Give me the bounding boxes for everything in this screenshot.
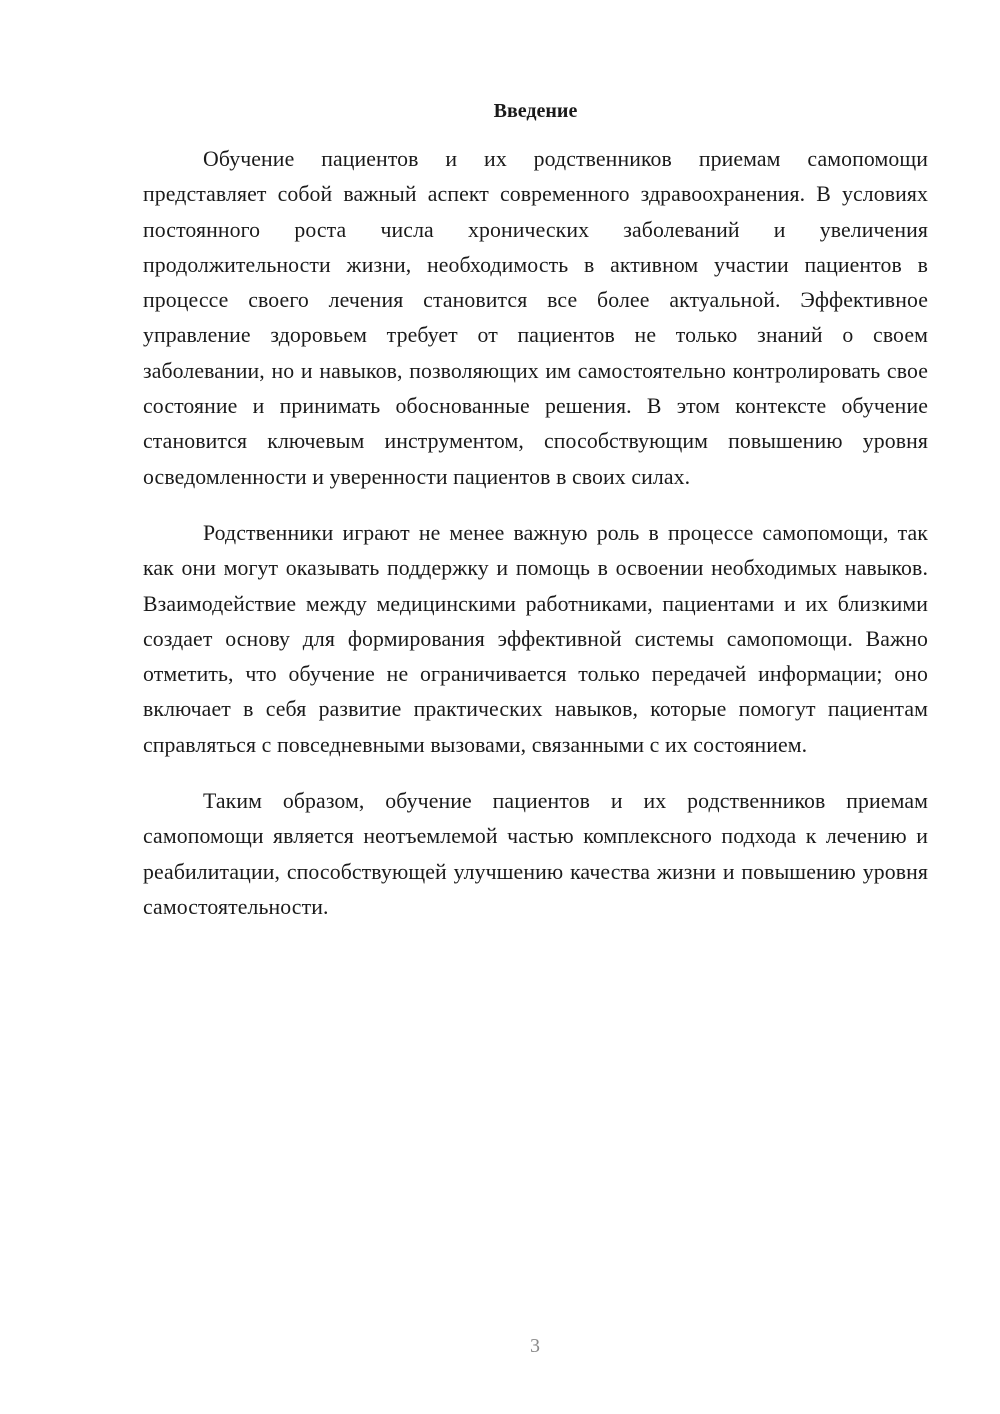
paragraph-conclusion: Таким образом, обучение пациентов и их родственников приемам самопомощи является неотъемлемой частью комплексного подхода к лечению и реабилитации, способствующей улучшению качества жизни и повышению уровня самостоятельности.: [143, 789, 928, 919]
page-number: 3: [530, 1335, 540, 1357]
paragraph-relatives: Родственники играют не менее важную роль в процессе самопомощи, так как они могут оказывать поддержку и помощь в освоении необходимых навыков. Взаимодействие между медицинскими работниками, пациентами и их близкими создает основу для формирования эффективной системы самопомощи. Важно отметить, что обучение не ограничивается только передачей информации; оно включает в себя развитие практических навыков, которые помогут пациентам справляться с повседневными вызовами, связанными с их состоянием.: [143, 520, 928, 757]
paragraph-intro: Обучение пациентов и их родственников приемам самопомощи представляет собой важный аспект современного здравоохранения. В условиях постоянного роста числа хронических заболеваний и увеличения продолжительности жизни, необходимость в активном участии пациентов в процессе своего лечения становится все более актуальной. Эффективное управление здоровьем требует от пациентов не только знаний о своем заболевании, но и навыков, позволяющих им самостоятельно контролировать свое состояние и принимать обоснованные решения. В этом контексте обучение становится ключевым инструментом, способствующим повышению уровня осведомленности и уверенности пациентов в своих силах.: [143, 147, 928, 489]
page-title: Введение: [493, 100, 578, 122]
document-body: [143, 142, 928, 925]
